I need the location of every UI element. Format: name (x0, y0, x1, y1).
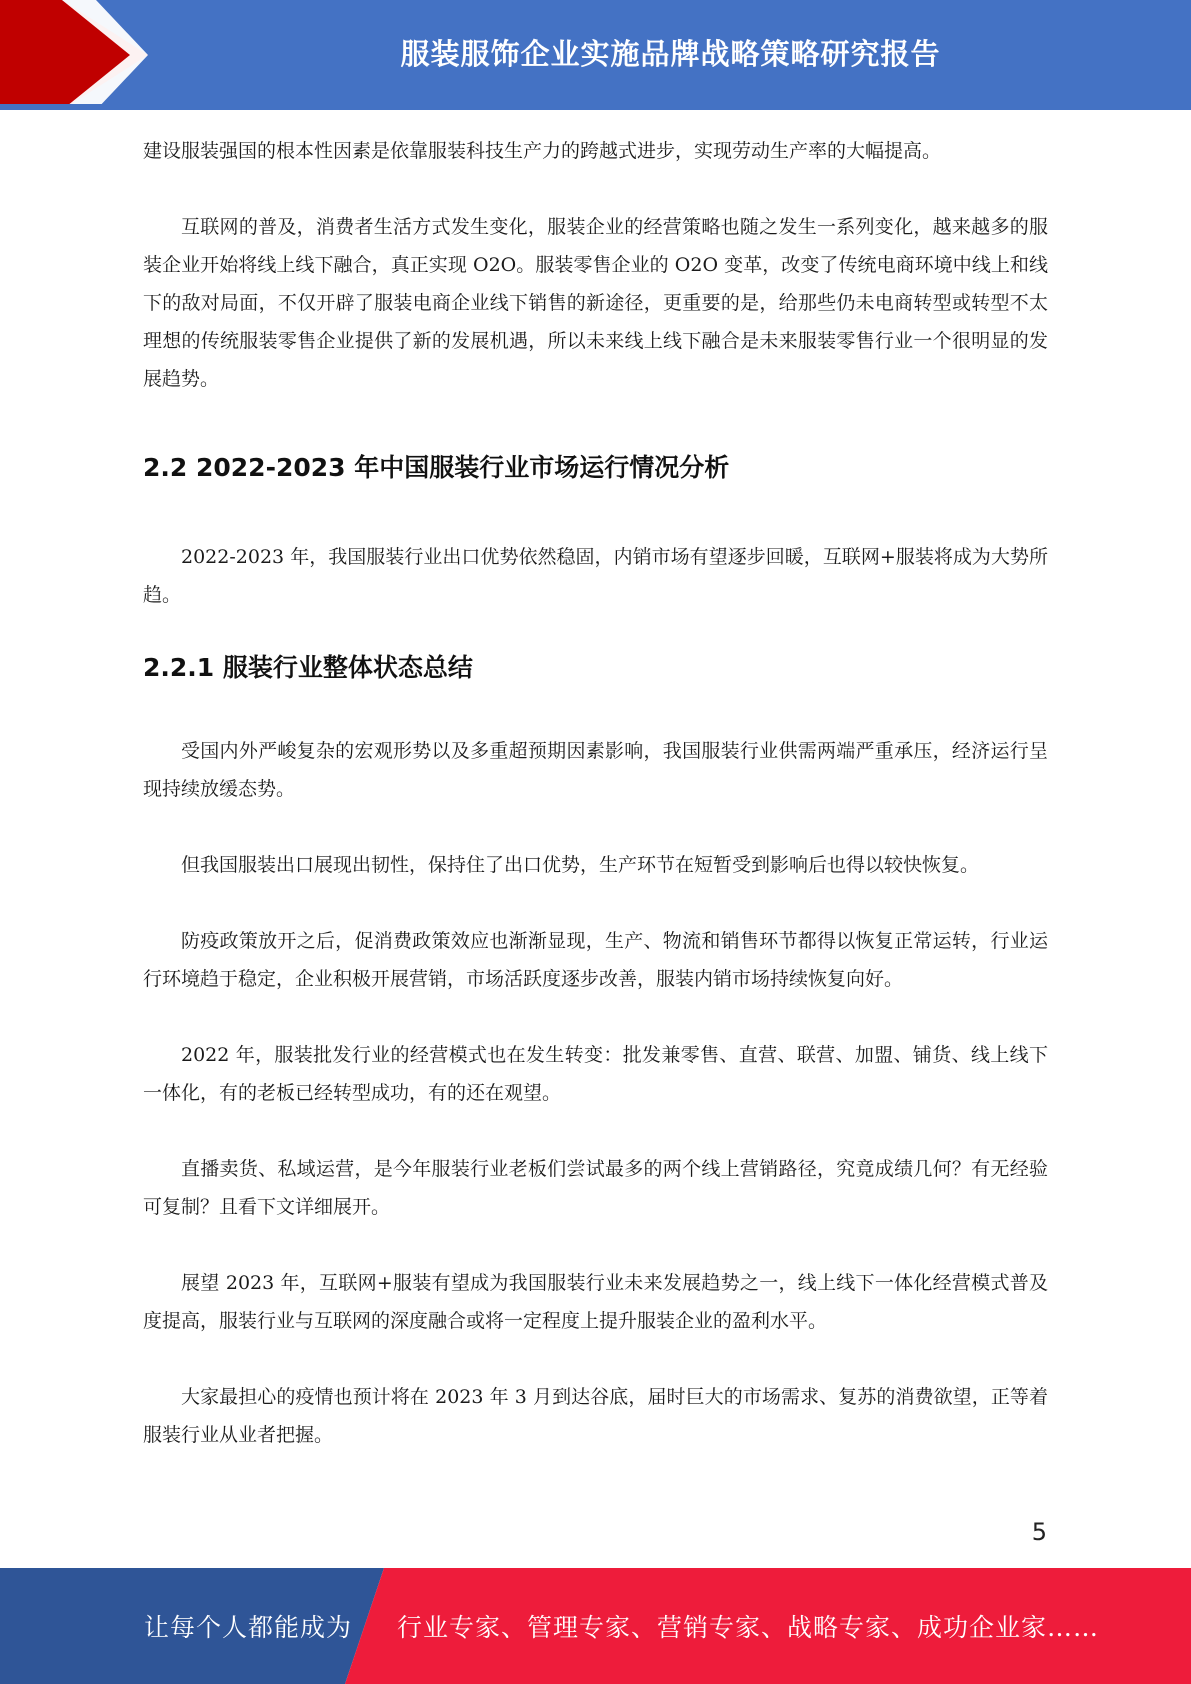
paragraph: 2022-2023 年，我国服装行业出口优势依然稳固，内销市场有望逐步回暖，互联网+服装将成为大势所趋。 (143, 546, 1048, 606)
footer-slogan-left: 让每个人都能成为 (144, 1613, 353, 1642)
paragraph: 受国内外严峻复杂的宏观形势以及多重超预期因素影响，我国服装行业供需两端严重承压，经济运行呈现持续放缓态势。 (143, 740, 1048, 800)
paragraph: 2022 年，服装批发行业的经营模式也在发生转变：批发兼零售、直营、联营、加盟、铺货、线上线下一体化，有的老板已经转型成功，有的还在观望。 (143, 1044, 1048, 1104)
document-title: 服装服饰企业实施品牌战略策略研究报告 (400, 36, 941, 71)
paragraph: 互联网的普及，消费者生活方式发生变化，服装企业的经营策略也随之发生一系列变化，越来越多的服装企业开始将线上线下融合，真正实现 O2O。服装零售企业的 O2O 变革，改变了传统电商环境中线上和线下的敌对局面，不仅开辟了服装电商企业线下销售的新途径，更重要的是，给那些仍未电商转型或转型不太理想的传统服装零售企业提供了新的发展机遇，所以未来线上线下融合是未来服装零售行业一个很明显的发展趋势。 (143, 216, 1048, 390)
header-red-arrow (0, 0, 148, 110)
page-number: 5 (1031, 1518, 1047, 1546)
subsection-heading: 2.2.1 服装行业整体状态总结 (143, 653, 473, 682)
footer-slogan-right: 行业专家、管理专家、营销专家、战略专家、成功企业家…… (397, 1613, 1100, 1642)
document-body (143, 132, 1048, 1454)
paragraph: 建设服装强国的根本性因素是依靠服装科技生产力的跨越式进步，实现劳动生产率的大幅提高。 (143, 140, 942, 162)
footer-banner (0, 1568, 1191, 1684)
header-bottom-strip (0, 104, 1191, 110)
header-banner (0, 0, 1191, 110)
paragraph: 防疫政策放开之后，促消费政策效应也渐渐显现，生产、物流和销售环节都得以恢复正常运转，行业运行环境趋于稳定，企业积极开展营销，市场活跃度逐步改善，服装内销市场持续恢复向好。 (143, 930, 1048, 990)
paragraph: 展望 2023 年，互联网+服装有望成为我国服装行业未来发展趋势之一，线上线下一体化经营模式普及度提高，服装行业与互联网的深度融合或将一定程度上提升服装企业的盈利水平。 (143, 1272, 1048, 1332)
section-heading: 2.2 2022-2023 年中国服装行业市场运行情况分析 (143, 453, 730, 482)
paragraph: 但我国服装出口展现出韧性，保持住了出口优势，生产环节在短暂受到影响后也得以较快恢复。 (181, 854, 980, 876)
paragraph: 直播卖货、私域运营，是今年服装行业老板们尝试最多的两个线上营销路径，究竟成绩几何？有无经验可复制？且看下文详细展开。 (143, 1158, 1048, 1218)
paragraph: 大家最担心的疫情也预计将在 2023 年 3 月到达谷底，届时巨大的市场需求、复苏的消费欲望，正等着服装行业从业者把握。 (143, 1386, 1048, 1446)
